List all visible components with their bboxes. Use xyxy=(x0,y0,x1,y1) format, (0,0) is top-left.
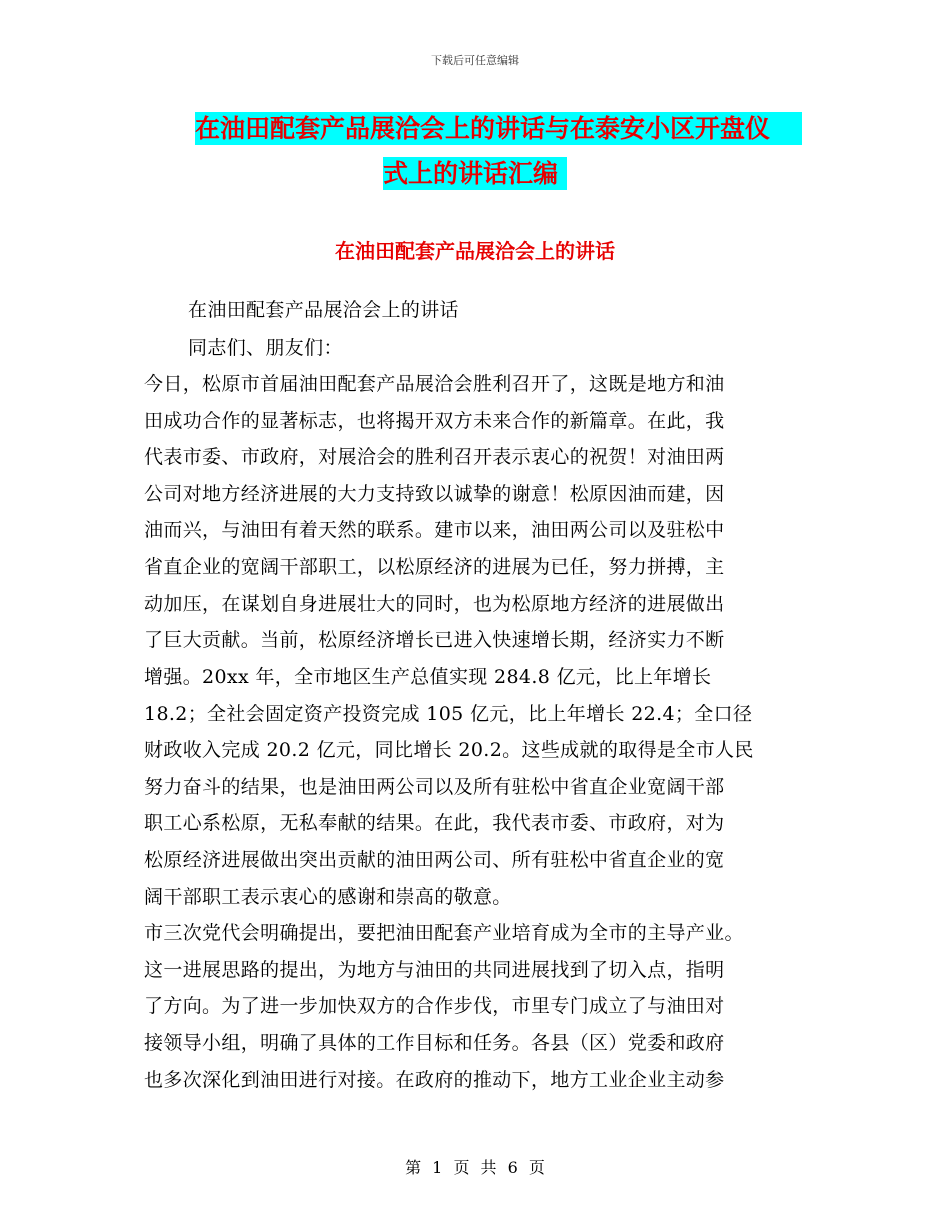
body-line: 这一进展思路的提出，为地方与油田的共同进展找到了切入点，指明 xyxy=(144,959,725,981)
body-line: 省直企业的宽阔干部职工，以松原经济的进展为已任，努力拼搏，主 xyxy=(144,556,725,578)
body-line: 职工心系松原，无私奉献的结果。在此，我代表市委、市政府，对为 xyxy=(144,812,725,834)
body-line: 动加压，在谋划自身进展壮大的同时，也为松原地方经济的进展做出 xyxy=(144,593,725,615)
body-line: 油而兴，与油田有着天然的联系。建市以来，油田两公司以及驻松中 xyxy=(144,519,725,541)
body-line: 市三次党代会明确提出，要把油田配套产业培育成为全市的主导产业。 xyxy=(144,922,744,944)
body-line: 努力奋斗的结果，也是油田两公司以及所有驻松中省直企业宽阔干部 xyxy=(144,776,725,798)
body-line: 阔干部职工表示衷心的感谢和崇高的敬意。 xyxy=(144,886,512,908)
body-line: 财政收入完成 20.2 亿元，同比增长 20.2。这些成就的取得是全市人民 xyxy=(144,739,754,761)
page-number-footer: 第 1 页 共 6 页 xyxy=(405,1158,545,1177)
body-line: 了巨大贡献。当前，松原经济增长已进入快速增长期，经济实力不断 xyxy=(144,629,725,651)
header-note: 下载后可任意编辑 xyxy=(431,54,519,67)
body-line: 增强。20xx 年，全市地区生产总值实现 284.8 亿元，比上年增长 xyxy=(144,666,712,688)
body-line: 接领导小组，明确了具体的工作目标和任务。各县（区）党委和政府 xyxy=(144,1032,725,1054)
body-line: 公司对地方经济进展的大力支持致以诚挚的谢意！松原因油而建，因 xyxy=(144,483,725,505)
section-title: 在油田配套产品展洽会上的讲话 xyxy=(335,239,615,263)
body-line: 代表市委、市政府，对展洽会的胜利召开表示衷心的祝贺！对油田两 xyxy=(144,446,725,468)
body-line: 18.2；全社会固定资产投资完成 105 亿元，比上年增长 22.4；全口径 xyxy=(144,703,753,725)
body-line: 田成功合作的显著标志，也将揭开双方未来合作的新篇章。在此，我 xyxy=(144,410,725,432)
body-line: 松原经济进展做出突出贡献的油田两公司、所有驻松中省直企业的宽 xyxy=(144,849,725,871)
document-title-line-2: 式上的讲话汇编 xyxy=(383,157,567,190)
greeting-line: 同志们、朋友们： xyxy=(188,337,343,359)
speech-title-line: 在油田配套产品展洽会上的讲话 xyxy=(188,299,459,321)
body-line: 也多次深化到油田进行对接。在政府的推动下，地方工业企业主动参 xyxy=(144,1069,725,1091)
body-line: 了方向。为了进一步加快双方的合作步伐，市里专门成立了与油田对 xyxy=(144,995,725,1017)
document-title-line-1: 在油田配套产品展洽会上的讲话与在泰安小区开盘仪 xyxy=(195,112,802,145)
body-line: 今日，松原市首届油田配套产品展洽会胜利召开了，这既是地方和油 xyxy=(144,373,725,395)
